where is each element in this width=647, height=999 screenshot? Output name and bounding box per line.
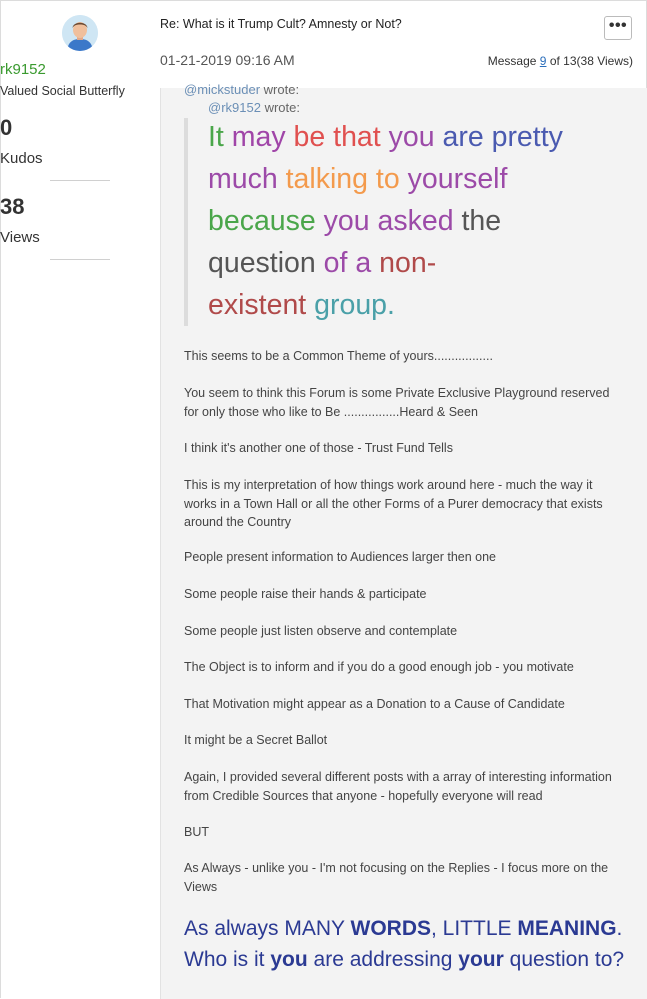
reply-paragraph: That Motivation might appear as a Donation to a Cause of Candidate xyxy=(184,697,565,711)
outer-quote-attribution xyxy=(184,82,299,97)
kudos-count: 0 xyxy=(0,115,13,140)
reply-paragraph: Some people raise their hands & participate xyxy=(184,587,427,601)
reply-paragraph: As Always - unlike you - I'm not focusing on the Replies - I focus more on the Views xyxy=(184,861,609,894)
quote-word: because xyxy=(208,205,324,237)
reply-paragraph: I think it's another one of those - Trust Fund Tells xyxy=(184,441,453,455)
inner-quote-attribution xyxy=(208,100,300,115)
message-of: of 13 xyxy=(549,54,577,68)
quoted-colored-text xyxy=(208,116,628,326)
closing-segment: WORDS xyxy=(350,917,431,940)
message-views: (38 Views) xyxy=(576,54,633,68)
stat-divider xyxy=(50,180,110,181)
views-label: Views xyxy=(0,229,40,246)
quote-word: of a xyxy=(323,247,380,279)
closing-segment: are addressing xyxy=(307,948,459,971)
quote-word: question xyxy=(208,247,324,279)
quote-bar xyxy=(184,118,188,326)
quote-word: be that xyxy=(293,121,389,153)
author-name-link[interactable]: rk9152 xyxy=(0,61,46,78)
quote-word: may xyxy=(231,121,294,153)
reply-paragraph: This is my interpretation of how things work around here - much the way it works in a Town Hall or all the other Forms of a Purer democracy that exists around the Country xyxy=(184,478,603,529)
inner-quote-wrote: wrote: xyxy=(260,100,300,115)
closing-segment: your xyxy=(458,948,504,971)
quote-word: you asked xyxy=(323,205,462,237)
stat-divider xyxy=(50,259,110,260)
post-options-menu-button[interactable] xyxy=(604,16,632,40)
quote-word: non- xyxy=(379,247,437,279)
message-number-link[interactable]: 9 xyxy=(539,54,547,68)
closing-segment: question to? xyxy=(503,948,625,971)
reply-paragraph: Again, I provided several different posts with a array of interesting information from Credible Sources that anyone - hopefully everyone will read xyxy=(184,770,612,803)
quote-word: It xyxy=(208,121,232,153)
quote-word: yourself xyxy=(407,163,508,195)
closing-segment: MEANING xyxy=(517,917,617,940)
inner-quote-handle-link[interactable]: @rk9152 xyxy=(208,100,261,115)
message-info xyxy=(488,54,633,68)
post-date: 01-21-2019 09:16 AM xyxy=(160,52,295,68)
reply-paragraph: It might be a Secret Ballot xyxy=(184,733,328,747)
reply-paragraph: The Object is to inform and if you do a good enough job - you motivate xyxy=(184,660,574,674)
closing-segment: . xyxy=(616,917,623,940)
outer-quote-wrote: wrote: xyxy=(260,82,300,97)
message-prefix: Message xyxy=(487,54,537,68)
author-rank: Valued Social Butterfly xyxy=(0,84,125,98)
outer-quote-handle-link[interactable]: @mickstuder xyxy=(184,82,261,97)
kudos-label: Kudos xyxy=(0,150,43,167)
closing-segment: you xyxy=(270,948,308,971)
reply-paragraph: BUT xyxy=(184,825,209,839)
views-count: 38 xyxy=(0,194,25,219)
quote-word: talking to xyxy=(285,163,408,195)
closing-segment: As always MANY xyxy=(184,917,351,940)
quote-word: are pretty xyxy=(442,121,563,153)
quote-word: much xyxy=(208,163,286,195)
quote-word: group. xyxy=(314,289,395,321)
reply-paragraph: Some people just listen observe and contemplate xyxy=(184,624,458,638)
post-subject[interactable]: Re: What is it Trump Cult? Amnesty or Not? xyxy=(160,17,402,31)
quote-word: the xyxy=(461,205,502,237)
reply-paragraph: People present information to Audiences larger then one xyxy=(184,550,497,564)
user-avatar-icon[interactable] xyxy=(62,15,98,51)
quote-word: existent xyxy=(208,289,315,321)
closing-line-1 xyxy=(184,913,634,944)
closing-segment: , LITTLE xyxy=(431,917,518,940)
quote-word: you xyxy=(388,121,443,153)
more-options-icon: ••• xyxy=(608,16,628,34)
closing-segment: Who is it xyxy=(184,948,271,971)
reply-paragraph: You seem to think this Forum is some Private Exclusive Playground reserved for only those who like to Be ................Heard & Seen xyxy=(184,386,610,419)
closing-line-2 xyxy=(184,944,634,975)
reply-paragraph: This seems to be a Common Theme of yours................. xyxy=(184,349,493,363)
